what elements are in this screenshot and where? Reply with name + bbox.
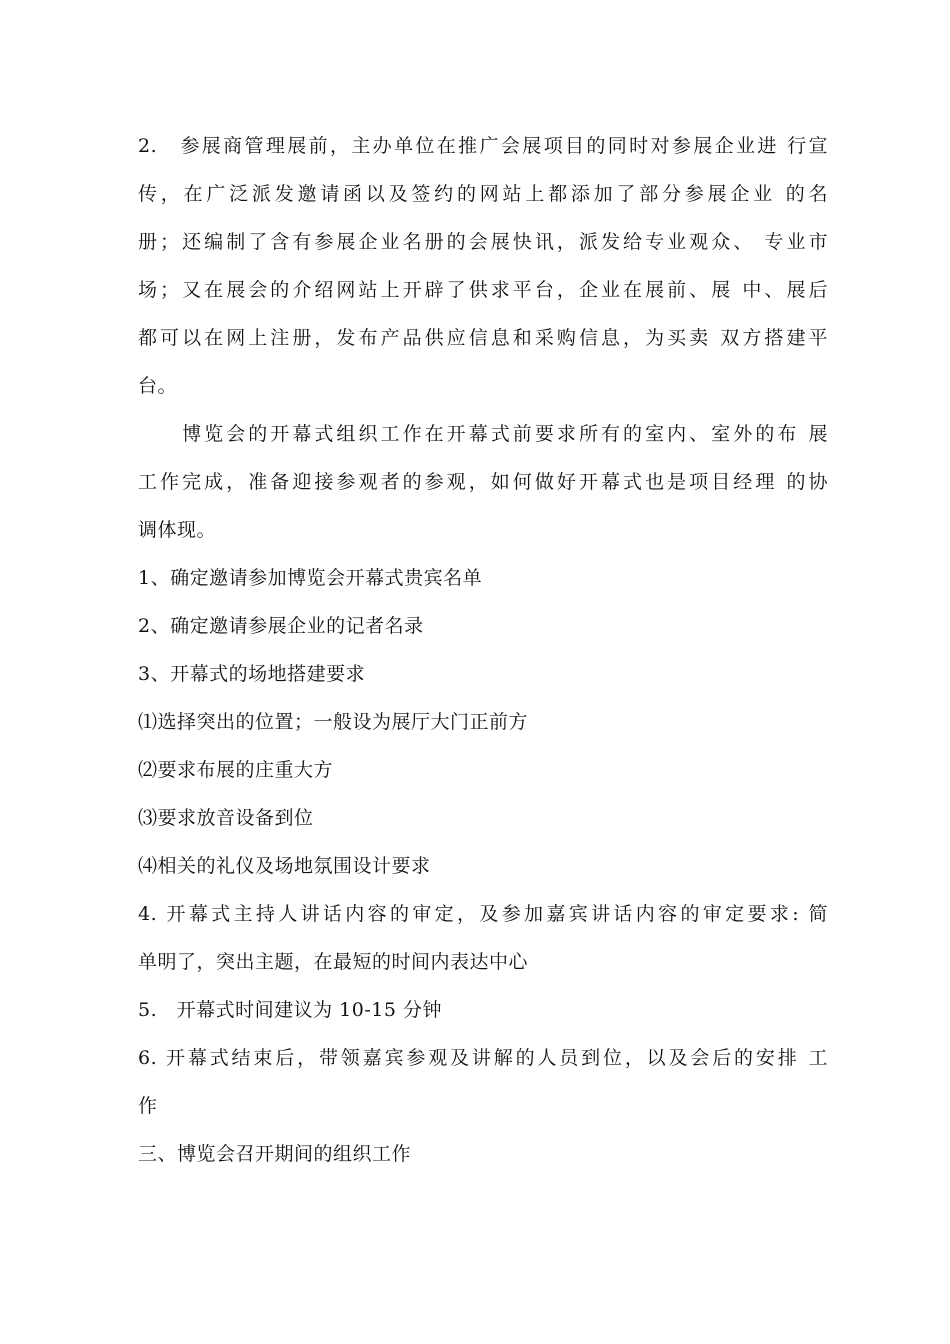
text-line: 4. 开幕式主持人讲话内容的审定，及参加嘉宾讲话内容的审定要求: 简 (138, 903, 828, 925)
text-line: 2. 参展商管理展前，主办单位在推广会展项目的同时对参展企业进 行宣 (138, 135, 828, 157)
document-body (138, 122, 828, 1178)
text-line: 工作完成，准备迎接参观者的参观，如何做好开幕式也是项目经理 的协 (138, 471, 828, 493)
text-line: 场；又在展会的介绍网站上开辟了供求平台，企业在展前、展 中、展后 (138, 279, 828, 301)
text-line: 台。 (138, 375, 178, 397)
text-line: 作 (138, 1095, 158, 1117)
text-line: 都可以在网上注册，发布产品供应信息和采购信息，为买卖 双方搭建平 (138, 327, 828, 349)
paragraph-exhibitor-management (138, 122, 828, 410)
list-opening-ceremony-steps (138, 554, 828, 890)
text-line: 单明了，突出主题，在最短的时间内表达中心 (138, 951, 529, 973)
list-item: ⑶要求放音设备到位 (138, 807, 314, 829)
list-item: 1、确定邀请参加博览会开幕式贵宾名单 (138, 567, 483, 589)
list-item: ⑴选择突出的位置；一般设为展厅大门正前方 (138, 711, 529, 733)
list-item: 5. 开幕式时间建议为 10-15 分钟 (138, 999, 442, 1021)
list-item: ⑷相关的礼仪及场地氛围设计要求 (138, 855, 431, 877)
paragraph-after-ceremony (138, 1034, 828, 1130)
list-item: 3、开幕式的场地搭建要求 (138, 663, 366, 685)
text-line: 调体现。 (138, 519, 217, 541)
section-heading: 三、博览会召开期间的组织工作 (138, 1143, 412, 1165)
list-item: ⑵要求布展的庄重大方 (138, 759, 334, 781)
paragraph-speech-review (138, 890, 828, 986)
text-line: 册；还编制了含有参展企业名册的会展快讯，派发给专业观众、 专业市 (138, 231, 828, 253)
text-line: 博览会的开幕式组织工作在开幕式前要求所有的室内、室外的布 展 (138, 423, 828, 445)
text-line: 传，在广泛派发邀请函以及签约的网站上都添加了部分参展企业 的名 (138, 183, 828, 205)
paragraph-opening-ceremony (138, 410, 828, 554)
list-item: 2、确定邀请参展企业的记者名录 (138, 615, 424, 637)
text-line: 6. 开幕式结束后，带领嘉宾参观及讲解的人员到位，以及会后的安排 工 (138, 1047, 828, 1069)
